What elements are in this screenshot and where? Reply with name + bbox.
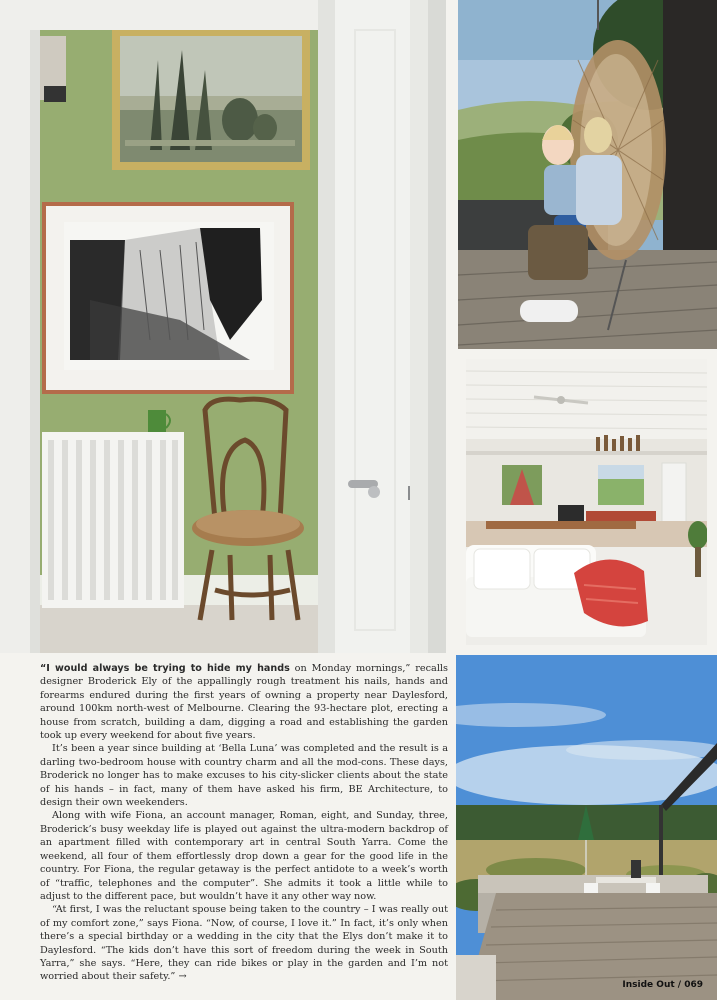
hallway-illustration <box>0 0 446 653</box>
article-body <box>40 662 448 984</box>
deck-landscape-photo <box>456 655 717 1000</box>
article-paragraph-3: Along with wife Fiona, an account manager, Roman, eight, and Sunday, three, Broderick’s busy weekday life is played out against the ultra-modern backdrop of an apartment filled with contemporary art in central South Yarra. Come the weekend, all four of them effortlessly drop down a gear for the good life in the country. For Fiona, the regular getaway is the perfect antidote to a week’s worth of “traffic, telephones and the computer”. She admits it took a little while to adjust to the different pace, but wouldn’t have it any other way now. <box>40 810 448 902</box>
living-kitchen-illustration <box>466 359 707 645</box>
article-lead-bold: “I would always be trying to hide my hands <box>40 663 290 674</box>
hallway-photo <box>0 0 446 653</box>
article-paragraph-1 <box>40 662 448 742</box>
page-folio: Inside Out / 069 <box>622 980 703 990</box>
article-paragraph-4-text: “At first, I was the reluctant spouse being taken to the country – I was really out of my comfort zone,” says Fiona. “Now, of course, I love it.” In fact, it’s only when there’s a special birthday or a wedding in the city that the Elys don’t make it to Daylesford. “The kids don’t have this sort of freedom during the week in South Yarra,” she says. “Here, they can ride bikes or play in the garden and I’m not worried about their safety.” <box>40 904 448 983</box>
hanging-chair-illustration <box>458 0 717 349</box>
deck-landscape-illustration <box>456 655 717 1000</box>
hanging-chair-photo <box>458 0 717 349</box>
article-lead-rest: on Monday mornings,” recalls designer Broderick Ely of the appallingly rough treatment his nails, hands and forearms endured during the first years of owning a property near Daylesford, around 100km north-west of Melbourne. Clearing the 93-hectare plot, erecting a house from scratch, building a dam, digging a road and establishing the garden took up every weekend for about five years. <box>40 663 448 742</box>
living-kitchen-photo <box>466 359 707 645</box>
article-paragraph-4 <box>40 903 448 983</box>
article-paragraph-2: It’s been a year since building at ‘Bella Luna’ was completed and the result is a darling two-bedroom house with country charm and all the mod-cons. These days, Broderick no longer has to make excuses to his city-slicker clients about the state of his hands – in fact, many of them have asked his firm, BE Architecture, to design their own weekenders. <box>40 743 448 809</box>
continue-arrow-icon: → <box>178 971 187 983</box>
